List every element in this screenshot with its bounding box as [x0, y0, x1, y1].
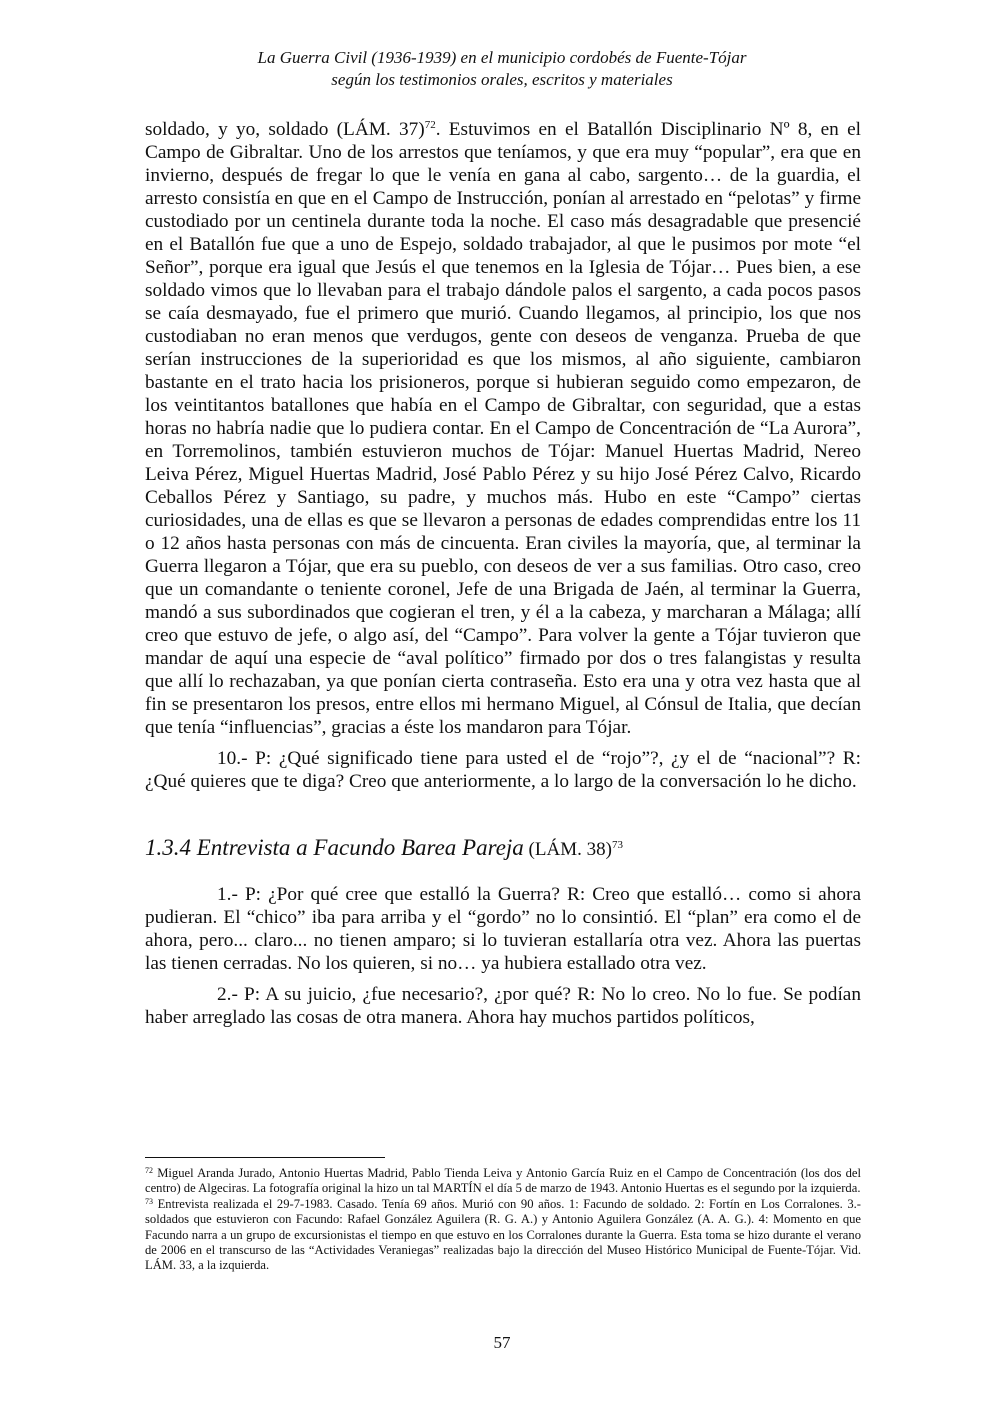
- paragraph-text: soldado, y yo, soldado (LÁM. 37): [145, 119, 425, 140]
- footnote-ref-72: 72: [424, 119, 436, 131]
- footnote-ref-73: 73: [611, 839, 623, 851]
- page-number: 57: [493, 1333, 511, 1352]
- footnotes: [145, 1166, 861, 1274]
- running-header-line-2: según los testimonios orales, escritos y materiales: [331, 70, 673, 89]
- paragraph-interview-continuation: [145, 118, 861, 739]
- paragraph-question-10: 10.- P: ¿Qué significado tiene para usted el de “rojo”?, ¿y el de “nacional”? R: ¿Qué quieres que te diga? Creo que anteriormente, a lo largo de la conversación lo he dicho.: [145, 748, 861, 792]
- running-header: [0, 47, 1004, 91]
- footnote-text: Entrevista realizada el 29-7-1983. Casado. Tenía 69 años. Murió con 90 años. 1: Facundo de soldado. 2: Fortín en Los Corralones. 3.- soldados que estuvieron con Facundo: Rafael González Aguilera (R. G. A.) y Antonio Aguilera González (A. A. G.). 4: Momento en que Facundo narra a un grupo de excursionistas el tiempo en que estuvo en los Corralones durante la Guerra. Esta toma se hizo durante el verano de 2006 en el transcurso de las “Actividades Veraniegas” realizadas bajo la dirección del Museo Histórico Municipal de Fuente-Tójar. Vid. LÁM. 33, a la izquierda.: [145, 1196, 861, 1273]
- footnote-text: Miguel Aranda Jurado, Antonio Huertas Madrid, Pablo Tienda Leiva y Antonio García Ruiz en el Campo de Concentración (los dos del centro) de Algeciras. La fotografía original la hizo un tal MARTÍN el día 5 de marzo de 1943. Antonio Huertas es el segundo por la izquierda.: [145, 1166, 861, 1196]
- section-title: 1.3.4 Entrevista a Facundo Barea Pareja: [145, 835, 524, 860]
- footnote-72: [145, 1166, 861, 1197]
- footnote-mark: 72: [145, 1166, 153, 1175]
- paragraph-question-1: 1.- P: ¿Por qué cree que estalló la Guerra? R: Creo que estalló… como si ahora pudieran. El “chico” iba para arriba y el “gordo” no lo consintió. El “plan” era como el de ahora, pero... claro... no tienen amparo; si lo tuvieran estallaría otra vez. Ahora las puertas las tienen cerradas. No los quieren, si no… ya hubiera estallado otra vez.: [145, 884, 861, 974]
- body-text: [145, 118, 861, 1037]
- footnote-mark: 73: [145, 1196, 153, 1206]
- footnote-divider: [145, 1157, 385, 1158]
- footnote-73: [145, 1197, 861, 1274]
- paragraph-text: . Estuvimos en el Batallón Disciplinario Nº 8, en el Campo de Gibraltar. Uno de los arrestos que teníamos, y que era muy “popular”, era que en invierno, después de fregar lo que le venía en gana al cabo, sargento… de la guardia, el arresto consistía en que en el Campo de Instrucción, ponían al arrestado en “pelotas” y firme custodiado por un centinela durante toda la noche. El caso más desagradable que presencié en el Batallón fue que a uno de Espejo, soldado trabajador, al que le pusimos por mote “el Señor”, porque era igual que Jesús el que tenemos en la Iglesia de Tójar… Pues bien, a ese soldado vimos que lo llevaban para el trabajo dándole palos el sargento, a cada pocos pasos se caía desmayado, fue el primero que murió. Cuando llegamos, al principio, los que nos custodiaban no eran menos que verdugos, gente con deseos de venganza. Prueba de que serían instrucciones de la superioridad es que los mismos, al año siguiente, cambiaron bastante en el trato hacia los prisioneros, porque si hubieran seguido como empezaron, de los veintitantos batallones que había en el Campo de Gibraltar, con seguridad, que a estas horas no habría nadie que lo pudiera contar. En el Campo de Concentración de “La Aurora”, en Torremolinos, también estuvieron muchos de Tójar: Manuel Huertas Madrid, Nereo Leiva Pérez, Miguel Huertas Madrid, José Pablo Pérez y su hijo José Pérez Calvo, Ricardo Ceballos Pérez y Santiago, su padre, y muchos más. Hubo en este “Campo” ciertas curiosidades, una de ellas es que se llevaron a personas de edades comprendidas entre los 11 o 12 años hasta personas con más de cincuenta. Eran civiles la mayoría, que, al terminar la Guerra llegaron a Tójar, que era su pueblo, con deseos de ver a sus familias. Otro caso, creo que un comandante o teniente coronel, Jefe de una Brigada de Jaén, al terminar la Guerra, mandó a sus subordinados que cogieran el tren, y él a la cabeza, y marcharan a Málaga; allí creo que estuvo de jefe, o algo así, del “Campo”. Para volver la gente a Tójar tuvieron que mandar de aquí una especie de “aval político” firmado por dos o tres falangistas y resulta que allí lo rechazaban, ya que ponían cierta contraseña. Esto era una y otra vez hasta que al fin se presentaron los presos, entre ellos mi hermano Miguel, al Cónsul de Italia, que decían que tenía “influencias”, gracias a éste los mandaron para Tójar.: [145, 119, 861, 738]
- paragraph-question-2: 2.- P: A su juicio, ¿fue necesario?, ¿por qué? R: No lo creo. No lo fue. Se podían haber arreglado las cosas de otra manera. Ahora hay muchos partidos políticos,: [145, 984, 861, 1028]
- running-header-line-1: La Guerra Civil (1936-1939) en el municipio cordobés de Fuente-Tójar: [257, 48, 747, 67]
- section-plate-ref: (LÁM. 38): [523, 839, 612, 860]
- section-heading: [145, 835, 861, 863]
